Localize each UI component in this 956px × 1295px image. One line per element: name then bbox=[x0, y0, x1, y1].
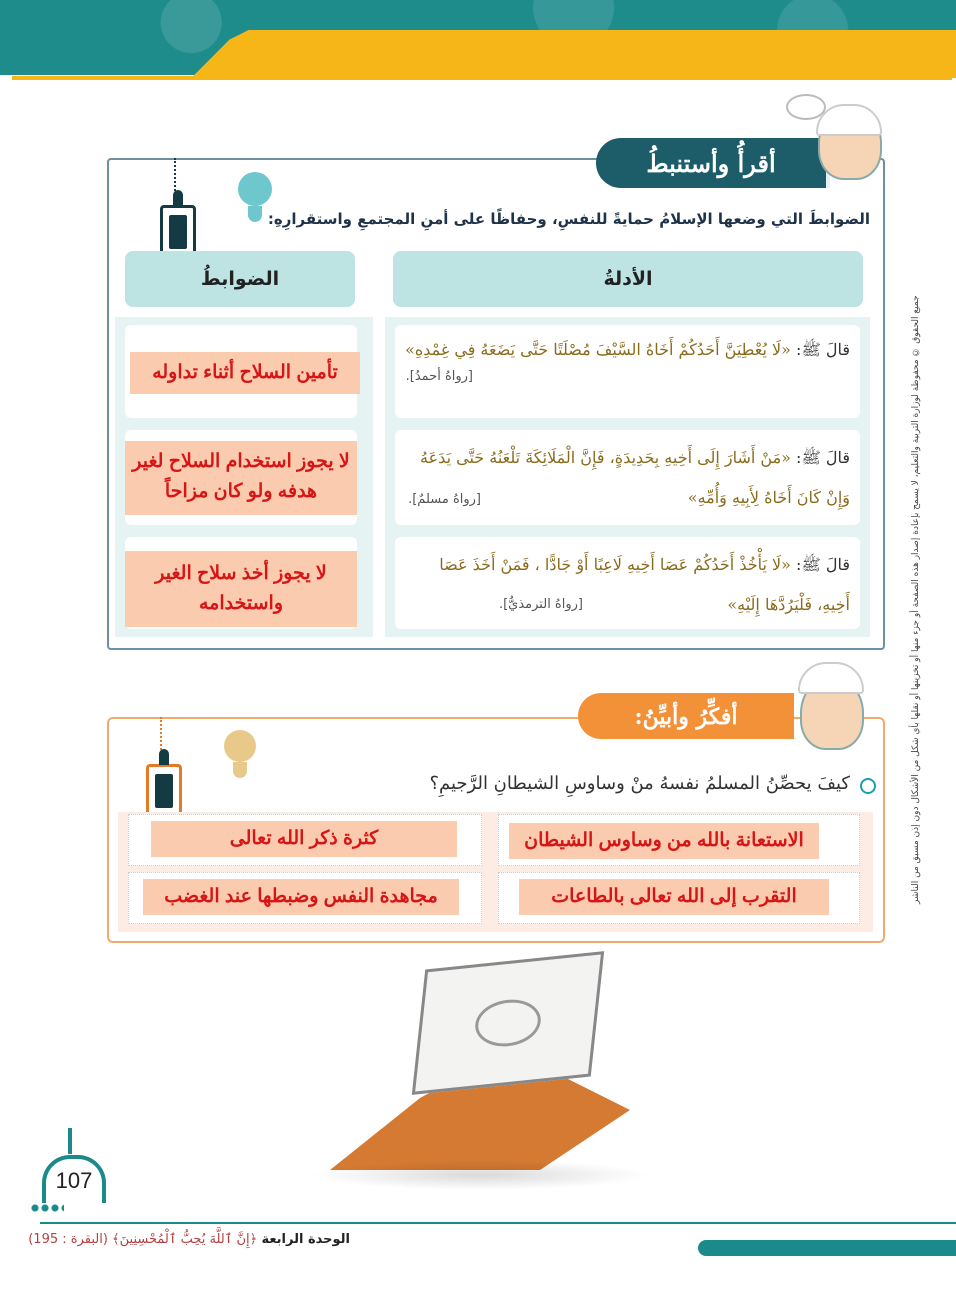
cap-icon-2 bbox=[798, 662, 864, 694]
evidence-card-1 bbox=[395, 325, 860, 418]
footer-line bbox=[40, 1222, 956, 1224]
rules-header: الضوابطُ bbox=[125, 251, 355, 307]
unit-name: الوحدة الرابعة bbox=[261, 1232, 350, 1247]
rule-2: لا يجوز استخدام السلاح لغير هدفه ولو كان مزاحاً bbox=[125, 441, 357, 515]
cap-icon bbox=[816, 104, 882, 136]
verse-ref: (البقرة : 195) bbox=[28, 1232, 108, 1247]
rule-3: لا يجوز أخذ سلاح الغير واستخدامه bbox=[125, 551, 357, 627]
rule-card-2 bbox=[125, 430, 357, 525]
copyright-note: جميع الحقوق © محفوظة لوزارة التربية والتعليم، لا يسمح بإعادة إصدار هذه الصفحة أو جزء منها أو تخزينها أو نقلها بأي شكل من الأشكال دون إذن مسبق من الناشر bbox=[911, 295, 921, 904]
evidence-header: الأدلةُ bbox=[393, 251, 863, 307]
answer-2: كثرة ذكر الله تعالى bbox=[151, 821, 457, 857]
question-text: كيفَ يحصِّنُ المسلمُ نفسهُ منْ وساوسِ الشيطانِ الرَّجيمِ؟ bbox=[429, 773, 850, 794]
question-bullet-icon bbox=[860, 778, 876, 794]
hadith-3: «لَا يَأْخُذْ أَحَدُكُمْ عَصَا أَخِيهِ لَاعِبًا أَوْ جَادًّا ، فَمَنْ أَخَذَ عَصَا أَخِيهِ، فَلْيَرُدَّهَا إِلَيْهِ» bbox=[439, 555, 850, 614]
section1-intro: الضوابطَ التي وضعها الإسلامُ حمايةً للنفسِ، وحفاظًا على أمنِ المجتمعِ واستقرارِهِ: bbox=[267, 210, 870, 228]
footer-bar bbox=[698, 1240, 956, 1256]
evidence-intro-3: قالَ ﷺ: bbox=[796, 555, 850, 574]
thought-bubble-icon bbox=[786, 94, 826, 120]
section2-title: أفكِّرُ وأبيِّنُ: bbox=[634, 704, 738, 730]
evidence-text-3 bbox=[395, 537, 860, 625]
answer-card-3 bbox=[498, 872, 860, 924]
rule-1: تأمين السلاح أثناء تداوله bbox=[130, 352, 360, 394]
source-2: [رواهُ مسلمٌ]. bbox=[408, 492, 481, 507]
hadith-2: «مَنْ أَشَارَ إِلَى أَخِيهِ بِحَدِيدَةٍ، فَإِنَّ الْمَلَائِكَةَ تَلْعَنُهُ حَتَّى يَدَعَهُ وَإِنْ كَانَ أَخَاهُ لِأَبِيهِ وَأُمِّهِ» bbox=[420, 448, 850, 507]
evidence-intro-2: قالَ ﷺ: bbox=[796, 448, 850, 467]
answer-3: التقرب إلى الله تعالى بالطاعات bbox=[519, 879, 829, 915]
answer-card-4 bbox=[128, 872, 482, 924]
evidence-intro-1: قالَ ﷺ: bbox=[796, 340, 850, 359]
ornament-icon-2 bbox=[224, 730, 256, 762]
rule-card-3 bbox=[125, 537, 357, 629]
section1-title: أقرأُ وأستنبطُ bbox=[646, 149, 776, 178]
answer-card-2 bbox=[128, 814, 482, 866]
answer-4: مجاهدة النفس وضبطها عند الغضب bbox=[143, 879, 459, 915]
evidence-card-3 bbox=[395, 537, 860, 629]
page-number-spire bbox=[68, 1128, 72, 1154]
footer-text bbox=[20, 1228, 350, 1252]
evidence-card-2 bbox=[395, 430, 860, 525]
verse: ﴿إِنَّ ٱللَّهَ يُحِبُّ ٱلْمُحْسِنِينَ﴾ bbox=[112, 1232, 258, 1247]
answer-card-1 bbox=[498, 814, 860, 866]
shadow bbox=[310, 1160, 650, 1190]
rule-card-1 bbox=[125, 325, 357, 418]
dots-decoration bbox=[30, 1204, 64, 1212]
answer-1: الاستعانة بالله من وساوس الشيطان bbox=[509, 823, 819, 859]
evidence-text-1 bbox=[395, 325, 860, 367]
source-3: [رواهُ الترمذيُّ]. bbox=[498, 597, 583, 612]
source-1: [رواهُ أحمدُ]. bbox=[405, 369, 473, 384]
hadith-1: «لَا يُعْطِيَنَّ أَحَدُكُمْ أَخَاهُ السَّيْفَ مُصْلَتًا حَتَّى يَضَعَهُ فِي غِمْدِهِ» bbox=[405, 340, 791, 359]
ornament-drop-2 bbox=[233, 762, 247, 778]
top-divider bbox=[12, 76, 952, 80]
ornament-icon bbox=[238, 172, 272, 206]
page-number: 107 bbox=[42, 1155, 106, 1203]
